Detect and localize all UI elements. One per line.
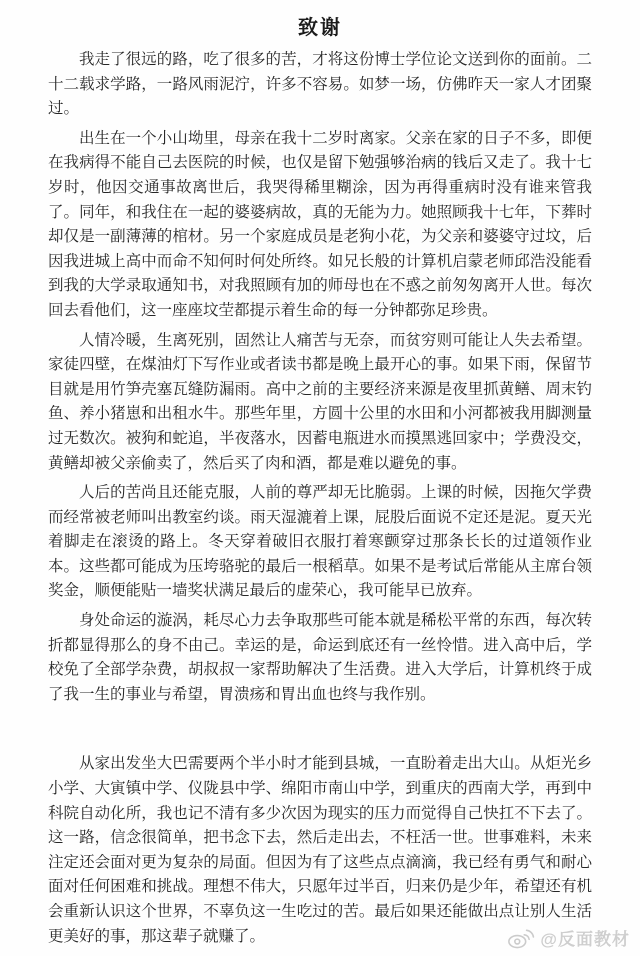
- paragraph: 身处命运的漩涡，耗尽心力去争取那些可能本就是稀松平常的东西，每次转折都显得那么的身不由己。幸运的是，命运到底还有一丝怜惜。进入高中后，学校免了全部学杂费，胡叔叔一家帮助解决了生活费。进入大学后，计算机终于成了我一生的事业与希望，胃溃疡和胃出血也终与我作别。: [48, 612, 592, 703]
- weibo-logo-icon: [507, 926, 535, 950]
- paragraph: 人后的苦尚且还能克服，人前的尊严却无比脆弱。上课的时候，因拖欠学费而经常被老师叫出教室约谈。雨天湿漉着上课，屁股后面说不定还是泥。夏天光着脚走在滚烫的路上。冬天穿着破旧衣服打着寒颤穿过那条长长的过道领作业本。这些都可能成为压垮骆驼的最后一根稻草。如果不是考试后常能从主席台领奖金，顺便能贴一墙奖状满足最后的虚荣心，我可能早已放弃。: [48, 484, 592, 600]
- paragraph: 我走了很远的路，吃了很多的苦，才将这份博士学位论文送到你的面前。二十二载求学路，一路风雨泥泞，许多不容易。如梦一场，仿佛昨天一家人才团聚过。: [48, 51, 592, 118]
- page-title: 致谢: [298, 17, 342, 39]
- paragraph: 从家出发坐大巴需要两个半小时才能到县城，一直盼着走出大山。从炬光乡小学、大寅镇中学、仪陇县中学、绵阳市南山中学，到重庆的西南大学，再到中科院自动化所，我也记不清有多少次因为现实的压力而觉得自己快扛不下去了。这一路，信念很简单，把书念下去，然后走出去，不枉活一世。世事难料，未来注定还会面对更为复杂的局面。但因为有了这些点点滴滴，我已经有勇气和耐心面对任何困难和挑战。理想不伟大，只愿年过半百，归来仍是少年，希望还有机会重新认识这个世界，不辜负这一生吃过的苦。最后如果还能做出点让别人生活更美好的事，那这辈子就赚了。: [48, 755, 592, 945]
- watermark: [507, 925, 630, 950]
- paragraph: 人情冷暖，生离死别，固然让人痛苦与无奈，而贫穷则可能让人失去希望。家徒四壁，在煤油灯下写作业或者读书都是晚上最开心的事。如果下雨，保留节目就是用竹笋壳塞瓦缝防漏雨。高中之前的主要经济来源是夜里抓黄鳝、周末钓鱼、养小猪崽和出租水牛。那些年里，方圆十公里的水田和小河都被我用脚测量过无数次。被狗和蛇追，半夜落水，因蓄电瓶进水而摸黑逃回家中；学费没交，黄鳝却被父亲偷卖了，然后买了肉和酒，都是难以避免的事。: [48, 331, 592, 472]
- watermark-handle: @反面教材: [540, 930, 630, 949]
- paragraph: 出生在一个小山坳里，母亲在我十二岁时离家。父亲在家的日子不多，即便在我病得不能自己去医院的时候，也仅是留下勉强够治病的钱后又走了。我十七岁时，他因交通事故离世后，我哭得稀里糊涂，因为再得重病时没有谁来管我了。同年，和我住在一起的婆婆病故，真的无能为力。她照顾我十七年，下葬时却仅是一副薄薄的棺材。另一个家庭成员是老狗小花，为父亲和婆婆守过坟，后因我进城上高中而命不知何时何处所终。如兄长般的计算机启蒙老师邱浩没能看到我的大学录取通知书，对我照顾有加的师母也在不惑之前匆匆离开人世。每次回去看他们，这一座座坟茔都提示着生命的每一分钟都弥足珍贵。: [48, 129, 592, 319]
